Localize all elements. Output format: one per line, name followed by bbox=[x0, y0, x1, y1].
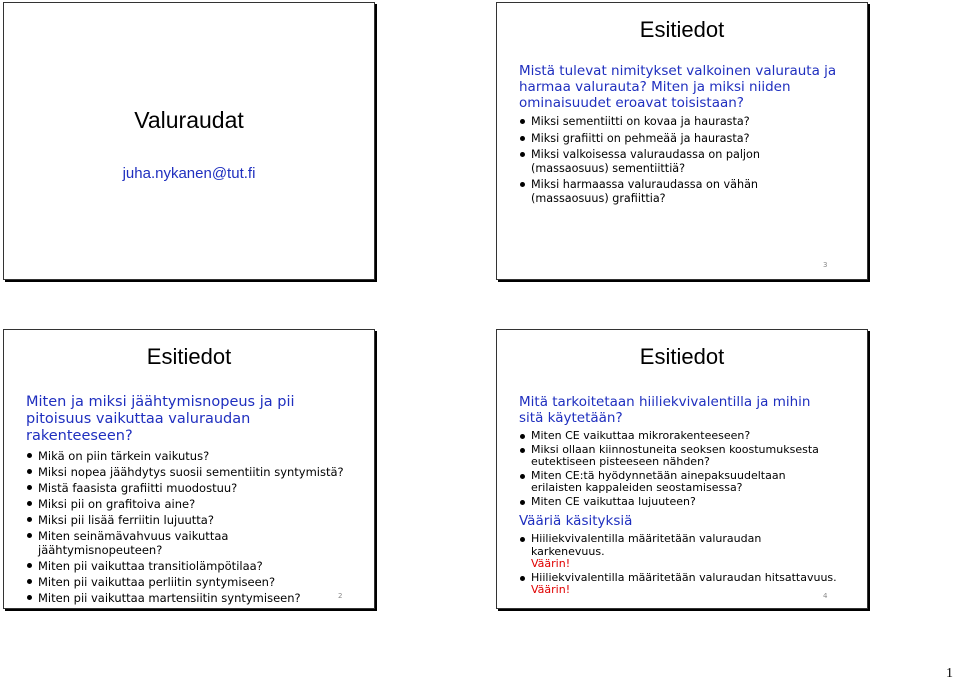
slide-body bbox=[26, 394, 344, 607]
slide-body bbox=[519, 394, 837, 598]
misconceptions-heading: Vääriä käsityksiä bbox=[519, 513, 633, 529]
bullet-item: Miten pii vaikuttaa perliitin syntymiseen? bbox=[26, 575, 344, 589]
verdict-label: Väärin! bbox=[531, 583, 571, 596]
bullet-item: Miksi sementiitti on kovaa ja haurasta? bbox=[519, 115, 837, 129]
bullet-item: Mistä faasista grafiitti muodostuu? bbox=[26, 481, 344, 495]
page-number: 1 bbox=[946, 666, 953, 681]
slide-title: Valuraudat bbox=[134, 107, 244, 133]
slide-title: Esitiedot bbox=[639, 17, 725, 42]
bullet-item: Miksi pii on grafitoiva aine? bbox=[26, 497, 344, 511]
question: Mitä tarkoitetaan hiiliekvivalentilla ja mihin sitä käytetään? bbox=[519, 394, 811, 426]
misconception-list bbox=[519, 533, 837, 597]
slide-number: 4 bbox=[823, 592, 828, 600]
slide-3 bbox=[496, 2, 868, 280]
misconception-item bbox=[519, 572, 837, 597]
bullet-item: Miksi pii lisää ferriitin lujuutta? bbox=[26, 513, 344, 527]
slide-title: Esitiedot bbox=[146, 344, 232, 369]
bullet-list bbox=[519, 115, 837, 205]
slide-title: Esitiedot bbox=[639, 344, 725, 369]
slide-1 bbox=[3, 2, 375, 280]
bullet-item: Miksi harmaassa valuraudassa on vähän (massaosuus) grafiittia? bbox=[519, 178, 837, 205]
misconception-text: Hiiliekvivalentilla määritetään valuraudan karkenevuus. bbox=[531, 532, 762, 558]
slide-2 bbox=[3, 329, 375, 609]
verdict-label: Väärin! bbox=[531, 557, 571, 570]
bullet-item: Miten CE vaikuttaa lujuuteen? bbox=[519, 496, 837, 509]
bullet-item: Miksi nopea jäähdytys suosii sementiitin syntymistä? bbox=[26, 465, 344, 479]
slide-number: 2 bbox=[338, 592, 343, 600]
slide-number: 3 bbox=[823, 261, 828, 269]
question: Miten ja miksi jäähtymisnopeus ja pii pitoisuus vaikuttaa valuraudan rakenteeseen? bbox=[26, 394, 295, 444]
author-email[interactable]: juha.nykanen@tut.fi bbox=[122, 165, 256, 182]
bullet-item: Miten seinämävahvuus vaikuttaa jäähtymisnopeuteen? bbox=[26, 529, 344, 557]
bullet-list bbox=[26, 449, 344, 605]
bullet-item: Miten pii vaikuttaa martensiitin syntymiseen? bbox=[26, 591, 344, 605]
question: Mistä tulevat nimitykset valkoinen valurauta ja harmaa valurauta? Miten ja miksi niiden ominaisuudet eroavat toisistaan? bbox=[519, 63, 837, 111]
bullet-item: Miten CE:tä hyödynnetään ainepaksuudeltaan erilaisten kappaleiden seostamisessa? bbox=[519, 470, 837, 495]
bullet-item: Mikä on piin tärkein vaikutus? bbox=[26, 449, 344, 463]
bullet-list bbox=[519, 430, 837, 508]
bullet-item: Miksi valkoisessa valuraudassa on paljon (massaosuus) sementiittiä? bbox=[519, 148, 837, 175]
bullet-item: Miten pii vaikuttaa transitiolämpötilaa? bbox=[26, 559, 344, 573]
bullet-item: Miksi grafiitti on pehmeää ja haurasta? bbox=[519, 132, 837, 146]
misconception-item bbox=[519, 533, 837, 571]
misconception-text: Hiiliekvivalentilla määritetään valuraudan hitsattavuus. bbox=[531, 570, 837, 584]
slide-body bbox=[519, 63, 837, 208]
slide-4 bbox=[496, 329, 868, 609]
bullet-item: Miksi ollaan kiinnostuneita seoksen koostumuksesta eutektiseen pisteeseen nähden? bbox=[519, 444, 837, 469]
bullet-item: Miten CE vaikuttaa mikrorakenteeseen? bbox=[519, 430, 837, 443]
